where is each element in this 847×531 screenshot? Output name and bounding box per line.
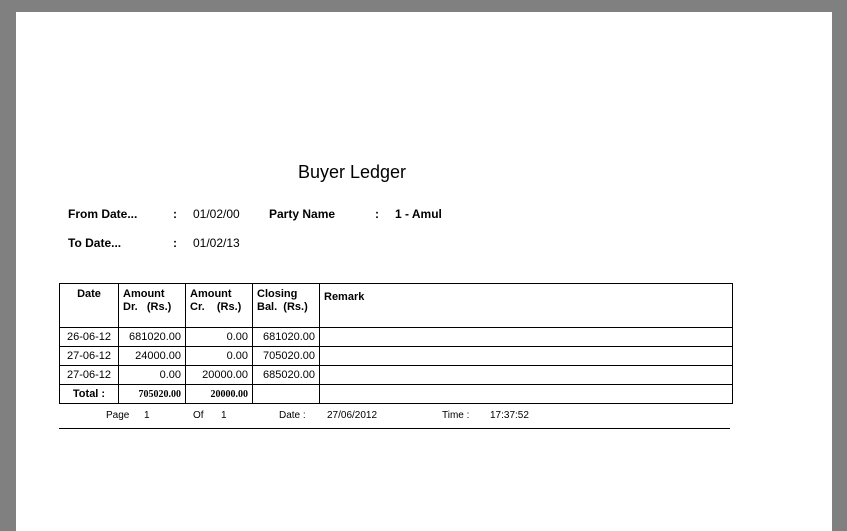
row-dr: 0.00 [119,366,186,385]
table-row [60,328,733,347]
to-date-label: To Date... [68,236,122,250]
row-cr: 0.00 [186,347,253,366]
row-bal: 681020.00 [253,328,320,347]
total-label: Total : [60,385,119,404]
row-remark [320,366,733,385]
footer-date-label: Date : [279,410,306,421]
party-name-value: 1 - Amul [395,207,442,221]
from-date-colon: : [173,207,177,221]
header-closing-bal: Closing Bal. (Rs.) [253,284,320,328]
row-bal: 685020.00 [253,366,320,385]
footer-page-label: Page [106,410,130,421]
ledger-table [59,283,733,404]
row-cr: 20000.00 [186,366,253,385]
total-dr: 705020.00 [119,385,186,404]
total-row [60,385,733,404]
to-date-colon: : [173,236,177,250]
total-remark [320,385,733,404]
report-page [16,12,832,531]
row-date: 27-06-12 [60,347,119,366]
footer-time-value: 17:37:52 [490,410,529,421]
party-name-colon: : [375,207,379,221]
footer-time-label: Time : [442,410,470,421]
row-date: 26-06-12 [60,328,119,347]
total-bal [253,385,320,404]
total-cr: 20000.00 [186,385,253,404]
row-remark [320,347,733,366]
row-dr: 24000.00 [119,347,186,366]
footer-of-value: 1 [221,410,227,421]
footer-of-label: Of [193,410,204,421]
table-header-row [60,284,733,328]
row-bal: 705020.00 [253,347,320,366]
header-amount-cr: Amount Cr. (Rs.) [186,284,253,328]
footer-date-value: 27/06/2012 [327,410,378,421]
row-dr: 681020.00 [119,328,186,347]
header-remark: Remark [320,284,733,328]
footer-divider [59,428,730,429]
party-name-label: Party Name [269,207,336,221]
row-remark [320,328,733,347]
footer-page-value: 1 [144,410,150,421]
table-row [60,366,733,385]
header-date: Date [60,284,119,328]
row-date: 27-06-12 [60,366,119,385]
from-date-value: 01/02/00 [193,207,240,221]
from-date-label: From Date... [68,207,138,221]
to-date-value: 01/02/13 [193,236,240,250]
row-cr: 0.00 [186,328,253,347]
table-row [60,347,733,366]
report-title: Buyer Ledger [297,162,407,182]
header-amount-dr: Amount Dr. (Rs.) [119,284,186,328]
